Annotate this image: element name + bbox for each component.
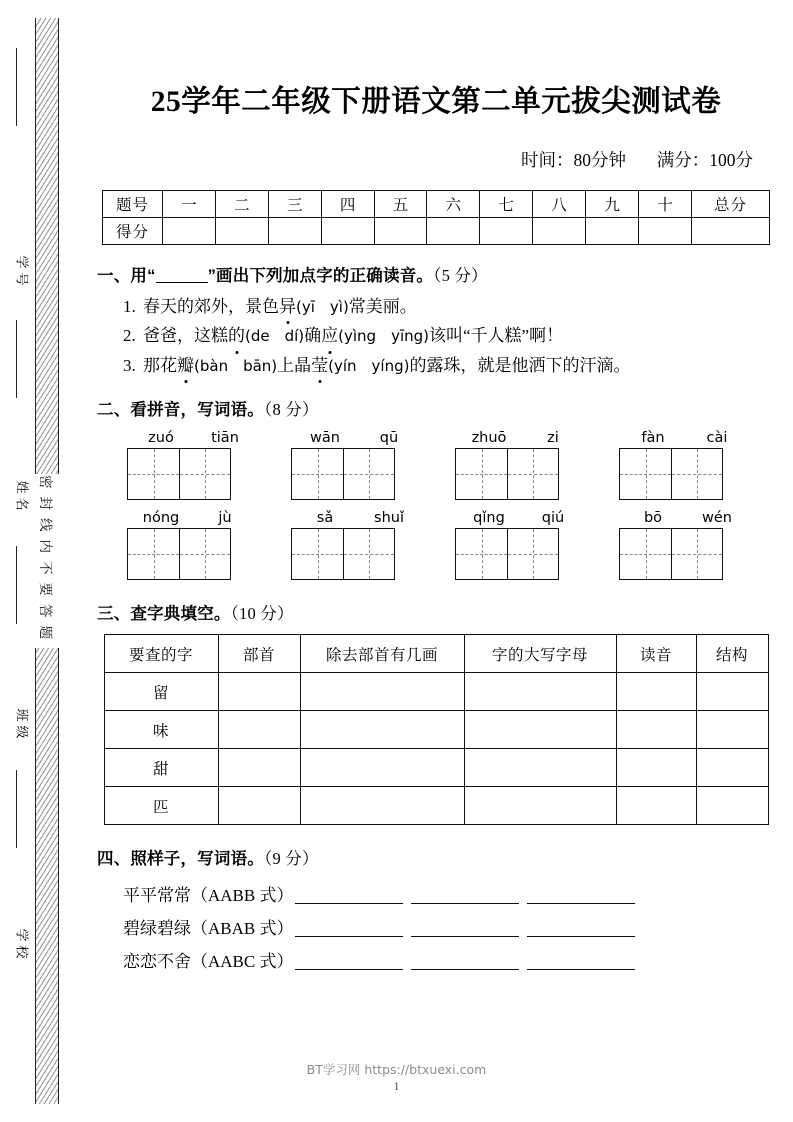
- answer-cell[interactable]: [616, 787, 696, 825]
- answer-cell[interactable]: [464, 711, 616, 749]
- pinyin-label: [291, 430, 421, 446]
- item-text: 春天的郊外，景色: [143, 297, 279, 316]
- pinyin-syllable: qū: [379, 430, 399, 447]
- item-text: 常美丽。: [348, 297, 417, 316]
- pattern-label: （ABAB 式）: [191, 919, 294, 939]
- score-cell[interactable]: [533, 218, 586, 245]
- answer-blank[interactable]: [411, 903, 519, 904]
- column-header: 除去部首有几画: [300, 635, 464, 673]
- column-header: 结构: [696, 635, 768, 673]
- tianzige-box[interactable]: [619, 528, 723, 580]
- dotted-char: 异: [279, 294, 296, 320]
- section-index: 二、: [97, 401, 131, 420]
- score-cell[interactable]: [480, 218, 533, 245]
- answer-cell[interactable]: [464, 787, 616, 825]
- pinyin-label: [619, 510, 749, 526]
- section-title: 照样子，写词语。: [130, 850, 265, 869]
- score-col-header: 六: [427, 191, 480, 218]
- tianzige-cell[interactable]: [620, 449, 671, 499]
- score-row-label: 得分: [103, 218, 163, 245]
- column-header: 字的大写字母: [464, 635, 616, 673]
- tianzige-box[interactable]: [291, 528, 395, 580]
- answer-blank[interactable]: [411, 969, 519, 970]
- example-word: 恋恋不舍: [123, 952, 191, 972]
- pattern-label: （AABC 式）: [191, 952, 294, 972]
- item-text: 爸爸，这糕: [143, 326, 228, 346]
- answer-cell[interactable]: [696, 711, 768, 749]
- pinyin-grid-unit: [127, 430, 257, 500]
- query-char-cell: 味: [104, 711, 218, 749]
- answer-underline-sample: [156, 282, 208, 283]
- answer-cell[interactable]: [616, 749, 696, 787]
- seal-divider: [16, 48, 17, 126]
- pinyin-choice[interactable]: (yī yì): [296, 298, 349, 316]
- section-4-heading: [97, 845, 775, 869]
- answer-cell[interactable]: [218, 673, 300, 711]
- tianzige-cell[interactable]: [343, 529, 394, 579]
- query-char-cell: 留: [104, 673, 218, 711]
- pinyin-grid-row-2: [97, 510, 775, 580]
- pinyin-syllable: sǎ: [316, 510, 334, 527]
- seal-field-3: [6, 928, 30, 963]
- dotted-char: 的: [228, 323, 245, 349]
- score-cell[interactable]: [639, 218, 692, 245]
- table-row: [104, 711, 768, 749]
- answer-blank[interactable]: [527, 903, 635, 904]
- tianzige-cell[interactable]: [128, 449, 179, 499]
- tianzige-cell[interactable]: [292, 449, 343, 499]
- tianzige-cell[interactable]: [343, 449, 394, 499]
- pinyin-syllable: wān: [310, 430, 340, 447]
- table-row: [103, 191, 770, 218]
- section-index: 三、: [97, 605, 131, 624]
- tianzige-box[interactable]: [127, 528, 231, 580]
- list-item: [123, 879, 775, 912]
- section-title: 看拼音，写词语。: [130, 401, 265, 420]
- pinyin-grid-unit: [619, 430, 749, 500]
- list-item: [123, 323, 775, 349]
- paper-meta: [97, 147, 775, 172]
- score-col-header: 四: [321, 191, 374, 218]
- score-col-header: 三: [268, 191, 321, 218]
- tianzige-cell[interactable]: [292, 529, 343, 579]
- dictionary-table-head: [104, 635, 768, 673]
- score-col-header: 九: [586, 191, 639, 218]
- score-cell[interactable]: [374, 218, 427, 245]
- tianzige-cell[interactable]: [179, 529, 230, 579]
- pinyin-grid-unit: [619, 510, 749, 580]
- page-footer: [0, 1060, 793, 1094]
- item-text: 那花: [143, 355, 177, 375]
- tianzige-cell[interactable]: [128, 529, 179, 579]
- answer-cell[interactable]: [218, 787, 300, 825]
- time-label: 时间：80分钟: [521, 150, 626, 170]
- tianzige-cell[interactable]: [456, 529, 507, 579]
- list-item: [123, 912, 775, 945]
- answer-blank[interactable]: [295, 969, 403, 970]
- answer-cell[interactable]: [616, 673, 696, 711]
- score-cell[interactable]: [586, 218, 639, 245]
- item-text: 的露珠，就是他洒下的汗滴。: [409, 355, 631, 375]
- section-2-heading: [97, 396, 775, 420]
- dotted-char: 莹: [311, 353, 328, 379]
- score-col-header: 二: [215, 191, 268, 218]
- pinyin-syllable: zuó: [148, 430, 174, 447]
- tianzige-cell[interactable]: [671, 449, 722, 499]
- dotted-char: 瓣: [177, 353, 194, 379]
- section-4-items: [97, 879, 775, 978]
- score-col-header: 五: [374, 191, 427, 218]
- page-number: 1: [393, 1079, 400, 1093]
- score-table-body: [103, 191, 770, 245]
- tianzige-box[interactable]: [127, 448, 231, 500]
- tianzige-cell[interactable]: [620, 529, 671, 579]
- seal-band-text: 密封线内不要答题: [35, 474, 59, 648]
- answer-cell[interactable]: [464, 749, 616, 787]
- pinyin-syllable: nóng: [142, 510, 180, 527]
- section-1-heading: [97, 262, 775, 286]
- seal-field-label: 姓名: [14, 480, 30, 515]
- pinyin-label: [455, 430, 585, 446]
- dictionary-table: [104, 634, 769, 825]
- score-row-label: 题号: [103, 191, 163, 218]
- page-title: 25学年二年级下册语文第二单元拔尖测试卷: [150, 86, 722, 118]
- item-number: 1.: [123, 297, 136, 316]
- tianzige-cell[interactable]: [507, 449, 558, 499]
- pinyin-syllable: cài: [706, 430, 728, 447]
- tianzige-cell[interactable]: [507, 529, 558, 579]
- seal-field-label: 学校: [14, 928, 30, 963]
- pattern-label: （AABB 式）: [191, 886, 294, 906]
- table-row: [103, 218, 770, 245]
- pinyin-grid-unit: [291, 510, 421, 580]
- answer-cell[interactable]: [300, 787, 464, 825]
- answer-cell[interactable]: [696, 749, 768, 787]
- section-points: （9 分）: [264, 849, 319, 869]
- pinyin-choice[interactable]: (yín yíng): [328, 356, 410, 375]
- column-header: 要查的字: [104, 635, 218, 673]
- list-item: [123, 294, 775, 320]
- table-row: [104, 749, 768, 787]
- tianzige-box[interactable]: [455, 528, 559, 580]
- section-points: （5 分）: [433, 266, 488, 285]
- score-cell[interactable]: [427, 218, 480, 245]
- score-total-cell[interactable]: [692, 218, 770, 245]
- seal-divider: [16, 546, 17, 624]
- score-table: [102, 190, 770, 245]
- seal-divider: [16, 770, 17, 848]
- column-header: 读音: [616, 635, 696, 673]
- answer-cell[interactable]: [616, 711, 696, 749]
- item-text: 确: [304, 326, 322, 346]
- tianzige-cell[interactable]: [456, 449, 507, 499]
- score-cell[interactable]: [215, 218, 268, 245]
- score-cell[interactable]: [268, 218, 321, 245]
- pinyin-syllable: qiú: [541, 510, 565, 527]
- query-char-cell: 甜: [104, 749, 218, 787]
- list-item: [123, 945, 775, 978]
- example-word: 平平常常: [123, 886, 191, 906]
- tianzige-box[interactable]: [291, 448, 395, 500]
- answer-blank[interactable]: [295, 936, 403, 937]
- section-index: 四、: [97, 850, 131, 869]
- item-text: 该叫“千人糕”啊！: [429, 326, 564, 346]
- pinyin-label: [127, 430, 257, 446]
- pinyin-grid-row-1: [97, 430, 775, 500]
- pinyin-choice[interactable]: (bàn bān): [194, 356, 278, 375]
- column-header: 部首: [218, 635, 300, 673]
- pinyin-syllable: fàn: [641, 430, 665, 447]
- section-title-post: ”画出下列加点字的正确读音。: [207, 267, 434, 285]
- answer-cell[interactable]: [300, 711, 464, 749]
- pinyin-choice[interactable]: (yìng yīng): [338, 327, 430, 346]
- answer-blank[interactable]: [295, 903, 403, 904]
- seal-field-label: 班级: [14, 708, 30, 743]
- answer-cell[interactable]: [300, 749, 464, 787]
- pinyin-label: [127, 510, 257, 526]
- tianzige-cell[interactable]: [179, 449, 230, 499]
- section-3-heading: [97, 600, 775, 624]
- seal-field-label: 学号: [14, 255, 30, 290]
- pinyin-label: [455, 510, 585, 526]
- pinyin-syllable: qǐng: [473, 510, 505, 527]
- query-char-cell: 匹: [104, 787, 218, 825]
- score-col-header: 十: [639, 191, 692, 218]
- pinyin-label: [291, 510, 421, 526]
- score-total-header: 总分: [692, 191, 770, 218]
- pinyin-choice[interactable]: (de dí): [245, 327, 305, 346]
- pinyin-syllable: zhuō: [471, 430, 507, 447]
- seal-hatched-band: [35, 18, 59, 1104]
- answer-cell[interactable]: [218, 711, 300, 749]
- item-text: 上晶: [277, 355, 312, 375]
- pinyin-syllable: bō: [643, 510, 663, 527]
- tianzige-box[interactable]: [619, 448, 723, 500]
- answer-cell[interactable]: [300, 673, 464, 711]
- section-points: （8 分）: [264, 400, 319, 420]
- table-row: [104, 787, 768, 825]
- item-number: 2.: [123, 326, 136, 346]
- pinyin-syllable: zi: [547, 430, 559, 447]
- score-cell[interactable]: [163, 218, 216, 245]
- pinyin-label: [619, 430, 749, 446]
- score-cell[interactable]: [321, 218, 374, 245]
- pinyin-grid-unit: [291, 430, 421, 500]
- section-points: （10 分）: [230, 604, 294, 624]
- seal-field-2: [6, 708, 30, 743]
- section-index: 一、: [97, 267, 131, 285]
- answer-cell[interactable]: [464, 673, 616, 711]
- section-title: 查字典填空。: [130, 605, 231, 624]
- answer-cell[interactable]: [218, 749, 300, 787]
- seal-field-1: [6, 480, 30, 515]
- section-1-items: [97, 294, 775, 379]
- pinyin-syllable: jù: [218, 510, 232, 527]
- score-col-header: 八: [533, 191, 586, 218]
- pinyin-syllable: tiān: [211, 430, 239, 447]
- pinyin-grid-unit: [127, 510, 257, 580]
- answer-cell[interactable]: [696, 787, 768, 825]
- table-row: [104, 635, 768, 673]
- seal-field-0: [6, 255, 30, 290]
- pinyin-grid-unit: [455, 430, 585, 500]
- watermark-text: BT学习网 https://btxuexi.com: [306, 1062, 487, 1077]
- seal-margin: [0, 18, 92, 1104]
- table-row: [104, 673, 768, 711]
- seal-field-list: [0, 18, 35, 1104]
- paper-content: [92, 0, 793, 1122]
- score-col-header: 七: [480, 191, 533, 218]
- section-title-pre: 用“: [130, 267, 156, 285]
- dotted-char: 应: [321, 323, 338, 349]
- score-col-header: 一: [163, 191, 216, 218]
- list-item: [123, 353, 775, 379]
- pinyin-grid-unit: [455, 510, 585, 580]
- dictionary-table-body: [104, 673, 768, 825]
- pinyin-syllable: shuǐ: [374, 510, 404, 527]
- answer-blank[interactable]: [411, 936, 519, 937]
- item-number: 3.: [123, 355, 136, 375]
- seal-divider: [16, 320, 17, 398]
- pinyin-syllable: wén: [702, 510, 732, 527]
- tianzige-cell[interactable]: [671, 529, 722, 579]
- answer-blank[interactable]: [527, 969, 635, 970]
- answer-blank[interactable]: [527, 936, 635, 937]
- full-score-label: 满分：100分: [656, 150, 753, 170]
- tianzige-box[interactable]: [455, 448, 559, 500]
- answer-cell[interactable]: [696, 673, 768, 711]
- example-word: 碧绿碧绿: [123, 919, 191, 939]
